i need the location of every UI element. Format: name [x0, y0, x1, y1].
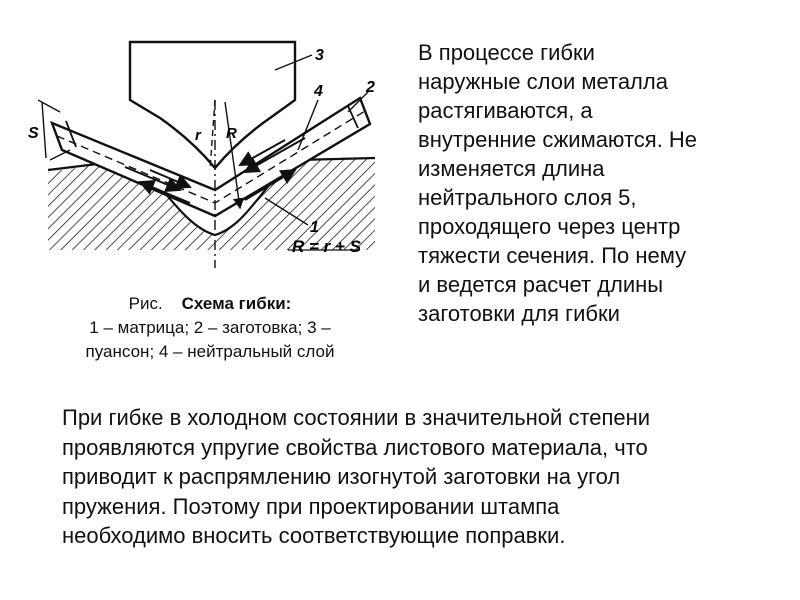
label-part-4: 4 [314, 83, 323, 100]
label-part-1: 1 [310, 219, 319, 236]
caption-prefix: Рис. [128, 294, 163, 313]
label-part-3: 3 [315, 47, 324, 64]
side-text-line: и ведется расчет длины [418, 272, 664, 297]
side-text-line: В процессе гибки [418, 40, 595, 65]
side-paragraph [418, 38, 788, 328]
label-radius-R: R [226, 125, 237, 142]
side-text-line: нейтрального слоя 5, [418, 185, 637, 210]
label-radius-r: r [195, 127, 201, 144]
side-text-line: внутренние сжимаются. Не [418, 127, 698, 152]
caption-line-3: пуансон; 4 – нейтральный слой [85, 342, 335, 361]
bottom-text-line: проявляются упругие свойства листового материала, что [62, 434, 648, 460]
side-text-line: тяжести сечения. По нему [418, 243, 687, 268]
bottom-text-line: пружения. Поэтому при проектировании штампа [62, 493, 560, 519]
bottom-text-line: необходимо вносить соответствующие поправки. [62, 523, 566, 548]
bottom-paragraph [62, 403, 782, 551]
side-text-line: наружные слои металла [418, 69, 668, 94]
label-part-2: 2 [366, 79, 375, 96]
side-text-line: заготовки для гибки [418, 301, 620, 326]
label-formula: R = r + S [292, 237, 361, 256]
bottom-text-line: приводит к распрямлению изогнутой заготовки на угол [62, 464, 621, 489]
bending-scheme-diagram [30, 20, 390, 288]
side-text-line: растягиваются, а [418, 98, 593, 123]
side-text-line: проходящего через центр [418, 214, 681, 239]
caption-title: Схема гибки: [181, 294, 292, 313]
side-text-line: изменяется длина [418, 156, 605, 181]
label-thickness-s: S [28, 125, 39, 142]
caption-line-2: 1 – матрица; 2 – заготовка; 3 – [89, 318, 331, 337]
figure-caption [40, 292, 380, 364]
bottom-text-line: При гибке в холодном состоянии в значительной степени [62, 405, 651, 430]
